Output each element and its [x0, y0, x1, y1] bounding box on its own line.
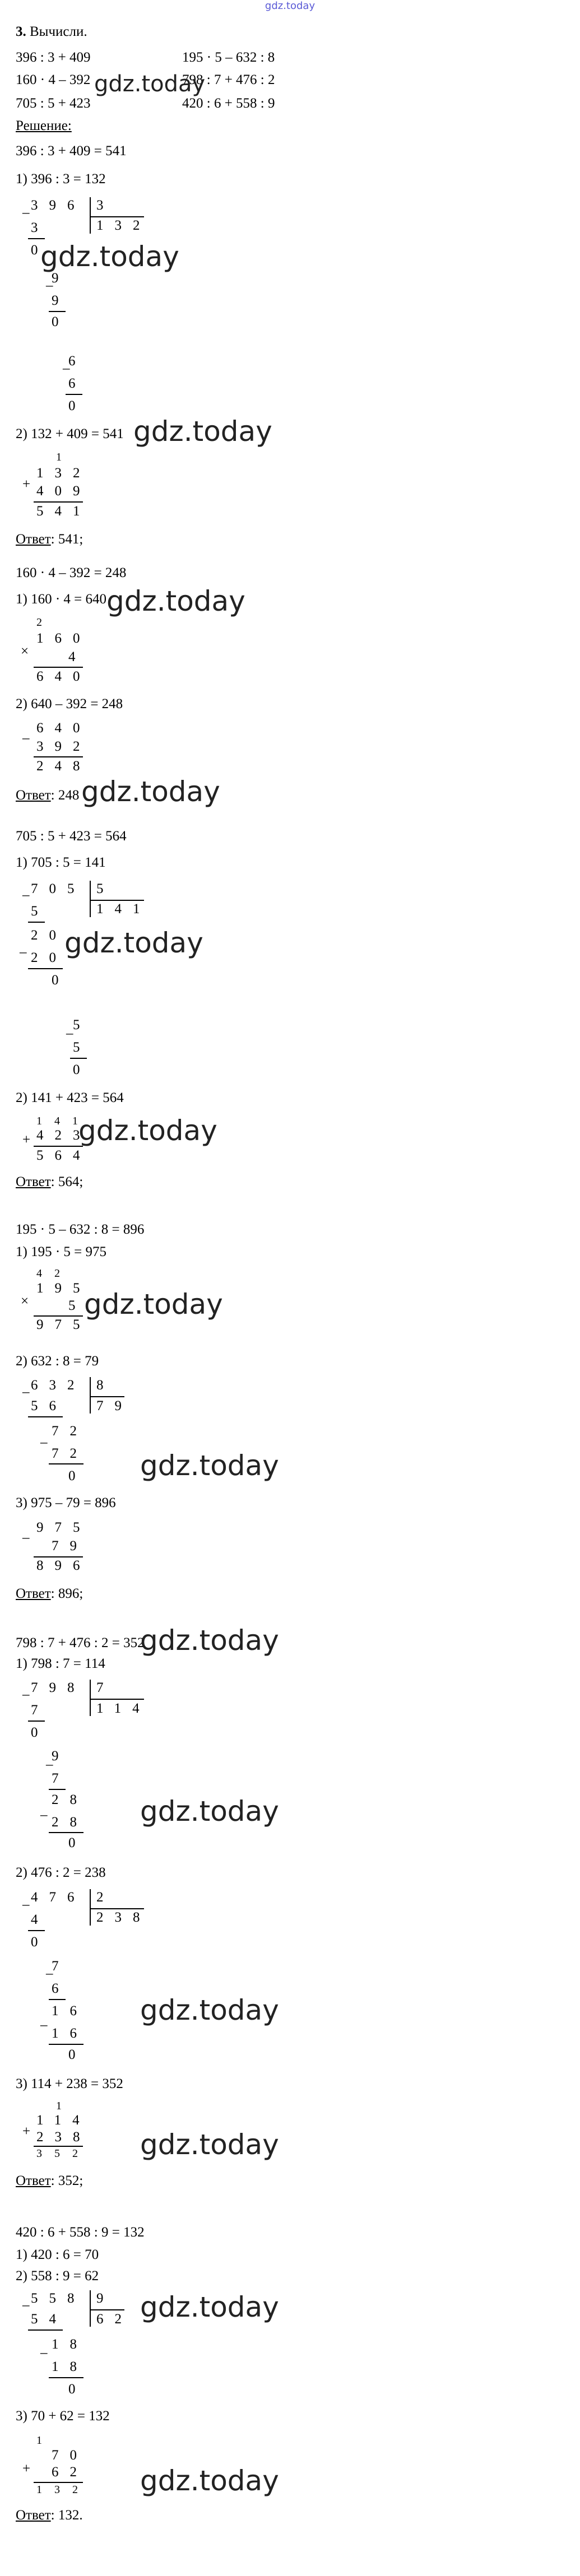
site-header[interactable]: gdz.today: [265, 0, 315, 12]
exercise-4: 798 : 7 + 476 : 2: [182, 72, 275, 87]
answer: Ответ: 896;: [16, 1586, 83, 1601]
watermark: gdz.today: [140, 2465, 279, 2497]
watermark: gdz.today: [40, 240, 179, 273]
watermark: gdz.today: [140, 1795, 279, 1828]
watermark: gdz.today: [140, 1994, 279, 2026]
exercise-3: 160 · 4 – 392: [16, 72, 91, 87]
solution-line: 1) 705 : 5 = 141: [16, 855, 106, 870]
solution-line: 396 : 3 + 409 = 541: [16, 143, 127, 159]
solution-line: 2) 632 : 8 = 79: [16, 1354, 99, 1369]
watermark: gdz.today: [84, 1288, 223, 1320]
watermark: gdz.today: [78, 1114, 217, 1147]
answer: Ответ: 564;: [16, 1174, 83, 1189]
answer: Ответ: 352;: [16, 2173, 83, 2188]
answer: Ответ: 541;: [16, 532, 83, 547]
solution-line: 2) 476 : 2 = 238: [16, 1865, 106, 1880]
watermark: gdz.today: [81, 775, 220, 808]
solution-line: 2) 141 + 423 = 564: [16, 1090, 124, 1105]
solution-line: 2) 640 – 392 = 248: [16, 696, 123, 712]
watermark: gdz.today: [140, 2128, 279, 2161]
watermark: gdz.today: [106, 585, 245, 617]
watermark: gdz.today: [133, 415, 272, 448]
solution-line: 3) 114 + 238 = 352: [16, 2076, 123, 2091]
watermark: gdz.today: [64, 927, 203, 959]
watermark: gdz.today: [140, 1449, 279, 1482]
exercise-6: 420 : 6 + 558 : 9: [182, 96, 275, 111]
solution-line: 1) 195 · 5 = 975: [16, 1244, 106, 1259]
solution-label: Решение:: [16, 118, 72, 133]
solution-line: 1) 798 : 7 = 114: [16, 1656, 105, 1671]
solution-line: 2) 558 : 9 = 62: [16, 2268, 99, 2284]
solution-line: 1) 396 : 3 = 132: [16, 171, 106, 187]
exercise-5: 705 : 5 + 423: [16, 96, 91, 111]
watermark: gdz.today: [94, 71, 206, 97]
task-heading: 3. Вычисли.: [16, 24, 87, 39]
solution-line: 1) 160 · 4 = 640: [16, 592, 106, 607]
watermark: gdz.today: [140, 2291, 279, 2323]
answer: Ответ: 248: [16, 788, 80, 803]
solution-line: 420 : 6 + 558 : 9 = 132: [16, 2225, 145, 2240]
solution-line: 705 : 5 + 423 = 564: [16, 829, 127, 844]
solution-line: 798 : 7 + 476 : 2 = 352: [16, 1635, 145, 1650]
exercise-1: 396 : 3 + 409: [16, 50, 91, 65]
solution-line: 2) 132 + 409 = 541: [16, 426, 124, 441]
solution-line: 160 · 4 – 392 = 248: [16, 565, 127, 580]
watermark: gdz.today: [140, 1624, 279, 1657]
solution-line: 1) 420 : 6 = 70: [16, 2247, 99, 2262]
solution-line: 3) 975 – 79 = 896: [16, 1495, 116, 1510]
solution-line: 195 · 5 – 632 : 8 = 896: [16, 1222, 145, 1237]
solution-line: 3) 70 + 62 = 132: [16, 2408, 110, 2424]
exercise-2: 195 · 5 – 632 : 8: [182, 50, 275, 65]
answer: Ответ: 132.: [16, 2508, 83, 2523]
